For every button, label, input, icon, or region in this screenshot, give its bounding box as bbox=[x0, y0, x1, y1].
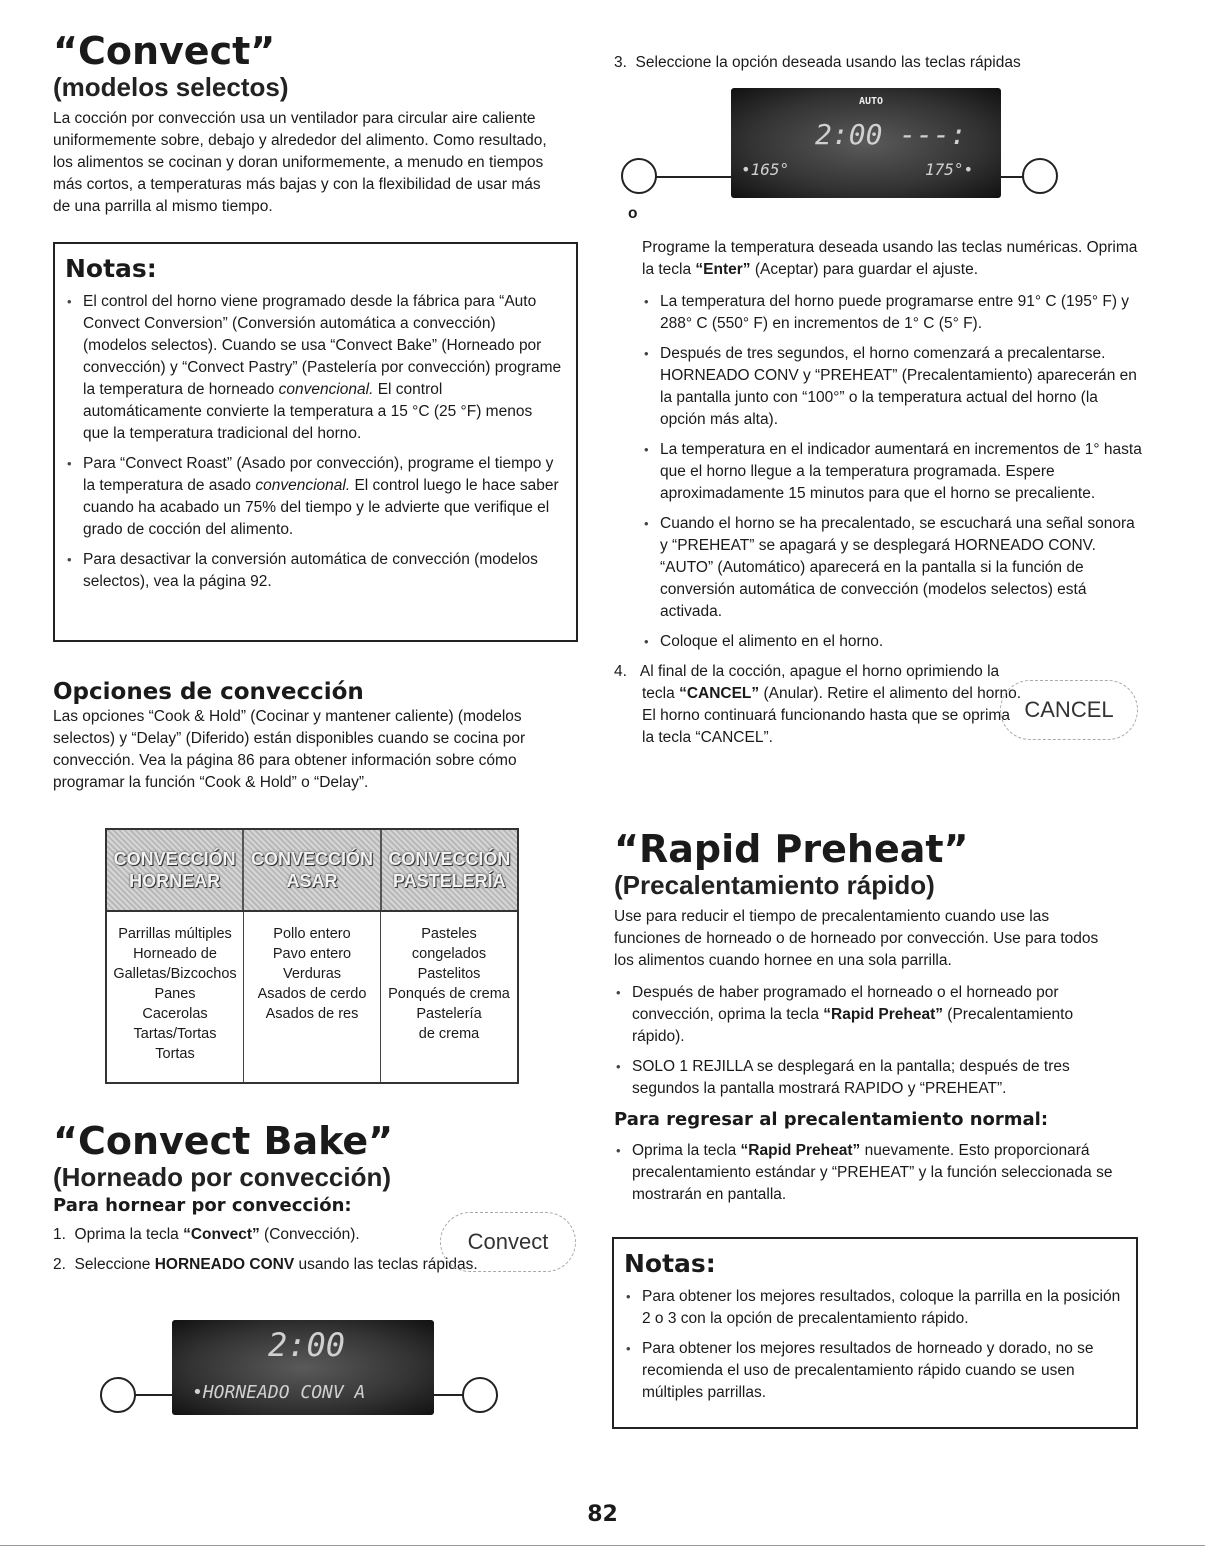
left-knob-icon bbox=[621, 158, 657, 194]
knob-connector bbox=[655, 176, 733, 178]
table-cell: Cacerolas bbox=[142, 1006, 208, 1022]
table-cell: Pastelitos bbox=[417, 966, 481, 982]
notes-title-right: Notas: bbox=[624, 1249, 716, 1278]
table-column-pastry bbox=[381, 912, 517, 1082]
page-number: 82 bbox=[587, 1502, 618, 1527]
convect-bake-title: “Convect Bake” bbox=[53, 1119, 394, 1163]
lcd-left-temp: •165° bbox=[741, 160, 790, 179]
table-header: CONVECCIÓN ASAR bbox=[244, 830, 381, 910]
knob-connector bbox=[134, 1394, 174, 1396]
note-item: • El control del horno viene programado desde la fábrica para “Auto Convect Conversion” (Conversión automática a convección) (modelos selectos). Cuando se usa “Convect Bake” (Horneado por convección) y “Convect Pastry” (Pastelería por convección) programe la temperatura de horneado convencional. El control automáticamente convierte la temperatura a 15 °C (25 °F) menos que la temperatura tradicional del horno. bbox=[65, 291, 562, 445]
table-cell: Panes bbox=[154, 986, 196, 1002]
options-heading: Opciones de convección bbox=[53, 679, 364, 705]
note-item: • Para obtener los mejores resultados, coloque la parrilla en la posición 2 o 3 con la opción de precalentamiento rápido. bbox=[624, 1286, 1122, 1330]
notes-title-left: Notas: bbox=[65, 254, 157, 283]
table-cell: Pastelería bbox=[416, 1006, 482, 1022]
normal-bullets bbox=[614, 1140, 1134, 1206]
convect-key-pad[interactable]: Convect bbox=[440, 1212, 576, 1272]
bullet-item: • Cuando el horno se ha precalentado, se escuchará una señal sonora y “PREHEAT” se apagará y se desplegará HORNEADO CONV. “AUTO” (Automático) aparecerá en la pantalla si la función de conversión automática de convección (modelos selectos) está activada. bbox=[642, 513, 1142, 623]
table-cell: Pollo entero bbox=[273, 926, 351, 942]
table-cell: de crema bbox=[418, 1026, 480, 1042]
rapid-preheat-title: “Rapid Preheat” bbox=[614, 827, 969, 871]
table-column-bake bbox=[107, 912, 244, 1082]
notes-box-right bbox=[612, 1237, 1138, 1429]
table-cell: Ponqués de crema bbox=[388, 986, 510, 1002]
table-column-roast bbox=[244, 912, 381, 1082]
table-cell: Tartas/Tortas bbox=[133, 1026, 217, 1042]
cancel-key-pad[interactable]: CANCEL bbox=[1000, 680, 1138, 740]
notes-list-right bbox=[624, 1286, 1122, 1404]
bullet-item: • SOLO 1 REJILLA se desplegará en la pantalla; después de tres segundos la pantalla mostrará RAPIDO y “PREHEAT”. bbox=[614, 1056, 1124, 1100]
normal-preheat-heading: Para regresar al precalentamiento normal: bbox=[614, 1109, 1049, 1130]
left-knob-icon bbox=[100, 1377, 136, 1413]
bullet-item: • La temperatura del horno puede programarse entre 91° C (195° F) y 288° C (550° F) en incrementos de 1° C (5° F). bbox=[642, 291, 1142, 335]
lcd-right-temp: 175°• bbox=[925, 160, 974, 179]
notes-list-left bbox=[65, 291, 562, 593]
table-cell: Pavo entero bbox=[272, 946, 352, 962]
program-temp-text: Programe la temperatura deseada usando las teclas numéricas. Oprima la tecla “Enter” (Aceptar) para guardar el ajuste. bbox=[642, 239, 1138, 278]
lcd-screen bbox=[172, 1320, 434, 1415]
lcd-text: •HORNEADO CONV A bbox=[192, 1382, 366, 1403]
convect-bake-subtitle: (Horneado por convección) bbox=[53, 1162, 392, 1192]
convect-title: “Convect” bbox=[53, 29, 276, 73]
right-column bbox=[614, 203, 1144, 749]
bullet-item: • Oprima la tecla “Rapid Preheat” nuevamente. Esto proporcionará precalentamiento estándar y “PREHEAT” y la función seleccionada se mostrarán en pantalla. bbox=[614, 1140, 1134, 1206]
table-cell: Tortas bbox=[155, 1046, 195, 1062]
bullet-item: • Coloque el alimento en el horno. bbox=[642, 631, 1142, 653]
note-item: • Para desactivar la conversión automática de convección (modelos selectos), vea la página 92. bbox=[65, 549, 562, 593]
knob-connector bbox=[434, 1394, 464, 1396]
table-cell: Pasteles bbox=[421, 926, 477, 942]
rapid-intro: Use para reducir el tiempo de precalentamiento cuando use las funciones de horneado o de horneado por convección. Use para todos los alimentos cuando hornee en una sola parrilla. bbox=[614, 908, 1099, 969]
left-column bbox=[53, 30, 578, 794]
lcd-time: 2:00 ---: bbox=[815, 118, 967, 151]
table-cell: congelados bbox=[411, 946, 487, 962]
right-knob-icon bbox=[1022, 158, 1058, 194]
footer-divider bbox=[0, 1545, 1205, 1546]
step-3: 3. Seleccione la opción deseada usando las teclas rápidas bbox=[614, 54, 1021, 71]
convection-options-table bbox=[105, 828, 519, 1084]
table-header-row bbox=[107, 830, 517, 912]
bullet-item: • Después de tres segundos, el horno comenzará a precalentarse. HORNEADO CONV y “PREHEAT” (Precalentamiento) aparecerán en la pantalla junto con “100°” o la temperatura actual del horno (la opción más alta). bbox=[642, 343, 1142, 431]
rapid-bullets bbox=[614, 982, 1124, 1100]
step-1: 1. Oprima la tecla “Convect” (Convección). bbox=[53, 1226, 360, 1243]
table-cell: Galletas/Bizcochos bbox=[113, 966, 237, 982]
rapid-preheat-subtitle: (Precalentamiento rápido) bbox=[614, 870, 935, 900]
table-header: CONVECCIÓN PASTELERÍA bbox=[388, 849, 511, 891]
lcd-auto: AUTO bbox=[859, 96, 884, 107]
step-4: 4. Al final de la cocción, apague el horno oprimiendo la tecla “CANCEL” (Anular). Retire el alimento del horno. El horno continuará funcionando hasta que se oprima la tecla “CANCEL”. bbox=[614, 663, 1022, 746]
temp-bullets bbox=[642, 291, 1142, 653]
or-label: o bbox=[628, 205, 638, 222]
bullet-item: • La temperatura en el indicador aumentará en incrementos de 1° hasta que el horno llegue a la temperatura programada. Espere aproximadamente 15 minutos para que el horno se precaliente. bbox=[642, 439, 1142, 505]
note-item: • Para “Convect Roast” (Asado por convección), programe el tiempo y la temperatura de asado convencional. El control luego le hace saber cuando ha acabado un 75% del tiempo y le advierte que verifique el grado de cocción del alimento. bbox=[65, 453, 562, 541]
convect-intro: La cocción por convección usa un ventilador para circular aire caliente uniformemente sobre, debajo y alrededor del alimento. Como resultado, los alimentos se cocinan y doran uniformemente, a menudo en tiempos más cortos, a temperaturas más bajas y con la flexibilidad de usar más de una parrilla al mismo tiempo. bbox=[53, 110, 547, 215]
lcd-time: 2:00 bbox=[268, 1326, 346, 1364]
table-body bbox=[107, 912, 517, 1082]
table-header: CONVECCIÓN HORNEAR bbox=[107, 830, 244, 910]
bake-howto-heading: Para hornear por convección: bbox=[53, 1195, 352, 1216]
step-2: 2. Seleccione HORNEADO CONV usando las teclas rápidas. bbox=[53, 1256, 478, 1273]
notes-box-left bbox=[53, 242, 578, 642]
note-item: • Para obtener los mejores resultados de horneado y dorado, no se recomienda el uso de precalentamiento rápido cuando se usen múltiples parrillas. bbox=[624, 1338, 1122, 1404]
table-cell: Asados de res bbox=[265, 1006, 359, 1022]
bullet-item: • Después de haber programado el horneado o el horneado por convección, oprima la tecla “Rapid Preheat” (Precalentamiento rápido). bbox=[614, 982, 1124, 1048]
rapid-preheat-section bbox=[614, 828, 1134, 1214]
table-cell: Verduras bbox=[282, 966, 342, 982]
table-cell: Horneado de bbox=[133, 946, 217, 962]
lcd-screen bbox=[731, 88, 1001, 198]
table-cell: Asados de cerdo bbox=[257, 986, 367, 1002]
convect-subtitle: (modelos selectos) bbox=[53, 72, 289, 102]
options-text: Las opciones “Cook & Hold” (Cocinar y mantener caliente) (modelos selectos) y “Delay” (Diferido) están disponibles cuando se cocina por convección. Vea la página 86 para obtener información sobre cómo programar la función “Cook & Hold” o “Delay”. bbox=[53, 708, 526, 791]
table-cell: Parrillas múltiples bbox=[118, 926, 232, 942]
right-knob-icon bbox=[462, 1377, 498, 1413]
